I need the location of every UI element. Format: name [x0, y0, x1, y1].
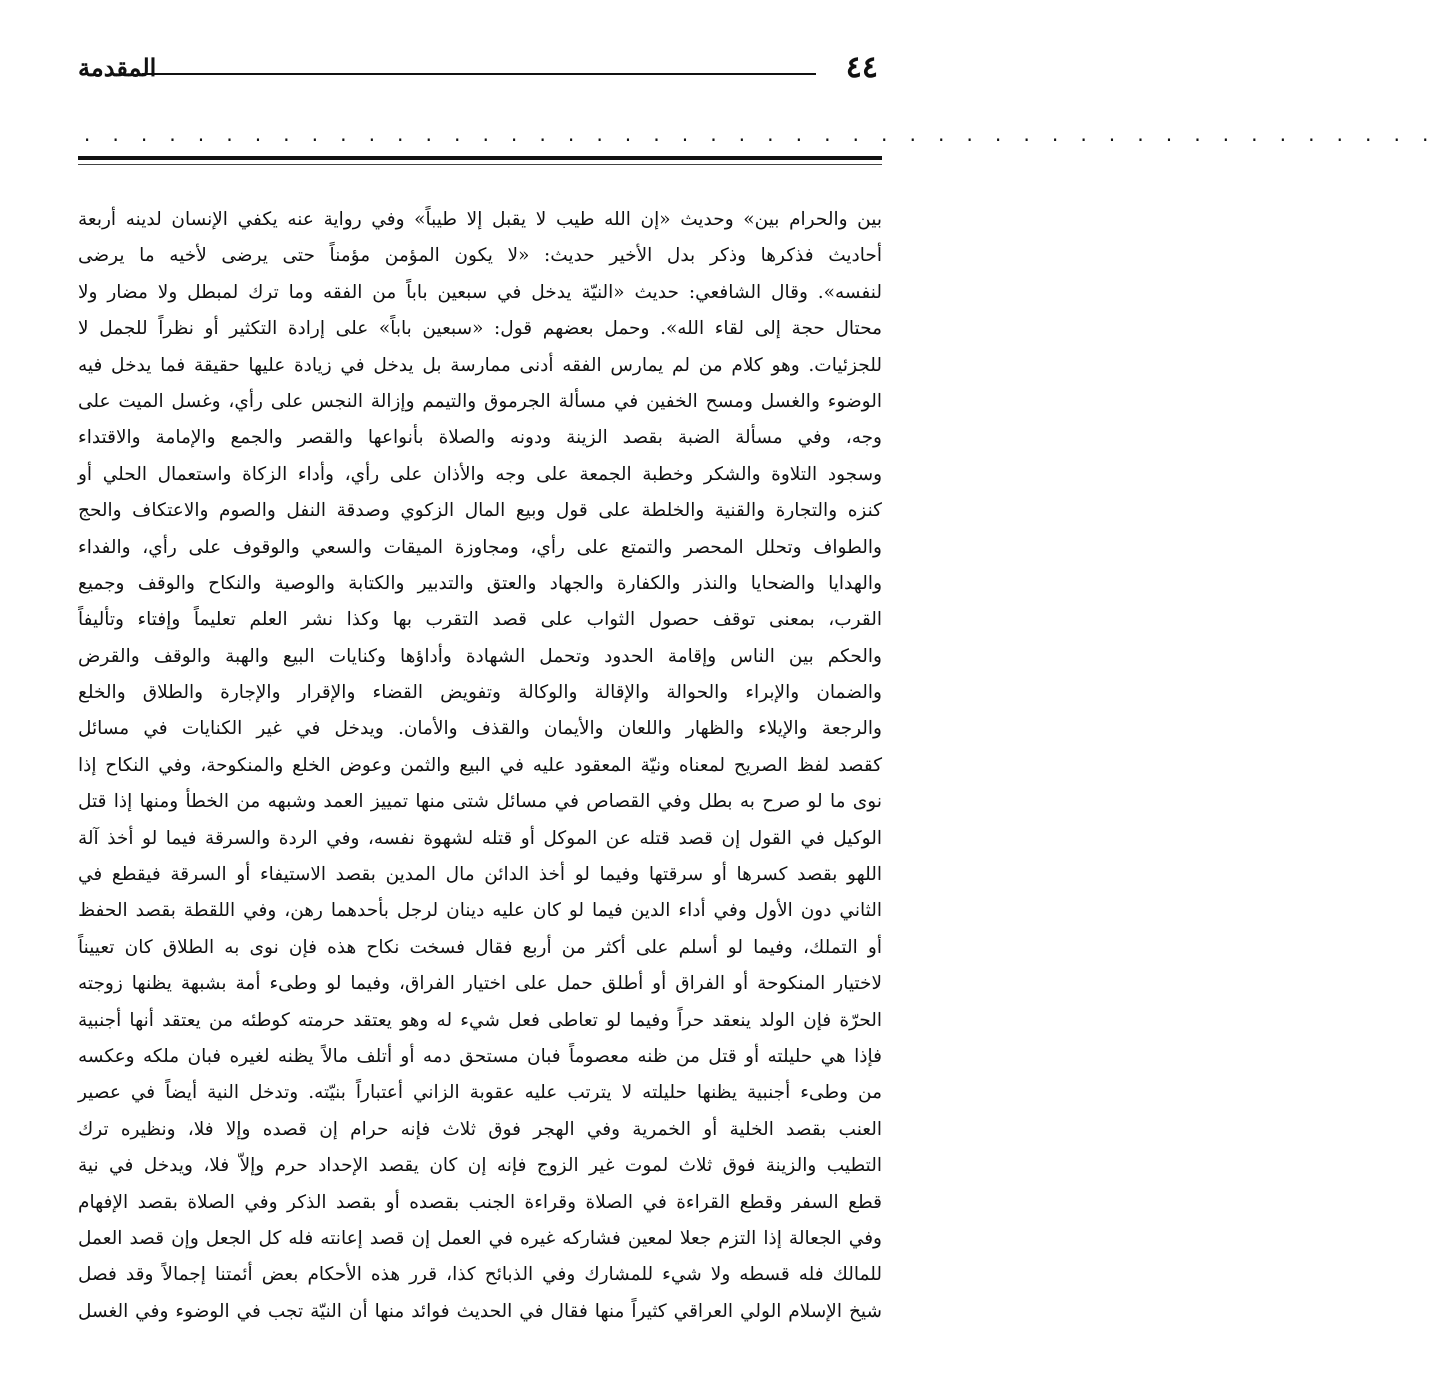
- page-number: ٤٤: [845, 50, 878, 85]
- text-line: وفي الجعالة إذا التزم جعلا لمعين فشاركه غيره في العمل إن قصد إعانته فله كل الجعل وإن قصد العمل: [78, 1227, 882, 1249]
- text-line: نوى ما لو صرح به بطل وفي القصاص في مسائل شتى منها تمييز العمد وشبهه من الخطأ ومنها إذا قتل: [78, 791, 882, 813]
- text-line: والحكم بين الناس وإقامة الحدود وتحمل الشهادة وأداؤها وكنايات البيع والهبة والوقف والقرض: [78, 645, 882, 667]
- text-line: فإذا هي حليلته أو قتل من ظنه معصوماً فبان مستحق دمه أو أتلف مالاً يظنه لغيره فبان ملكه وعكسه: [78, 1045, 882, 1067]
- text-line: والضمان والإبراء والحوالة والإقالة والوكالة وتفويض القضاء والإقرار والإجارة والطلاق والخلع: [78, 682, 882, 704]
- text-line: اللهو بقصد كسرها أو سرقتها وفيما لو أخذ الدائن مال المدين بقصد الاستيفاء أو السرقة فيقطع في: [78, 864, 882, 886]
- text-line: للجزئيات. وهو كلام من لم يمارس الفقه أدنى ممارسة بل يدخل في زيادة عليها حقيقة فما يدخل فيه: [78, 354, 882, 376]
- section-title: المقدمة: [78, 53, 157, 82]
- text-line: الوضوء والغسل ومسح الخفين في مسألة الجرموق والتيمم وإزالة النجس على رأي، وغسل الميت على: [78, 390, 882, 412]
- text-line: أحاديث فذكرها وذكر بدل الأخير حديث: «لا يكون المؤمن مؤمناً حتى يرضى لأخيه ما يرضى: [78, 245, 882, 267]
- text-line: الوكيل في القول إن قصد قتله عن الموكل أو قتله لشهوة نفسه، وفي الردة والسرقة فيما لو أخذ آلة: [78, 827, 882, 849]
- text-line: وجه، وفي مسألة الضبة بقصد الزينة ودونه والصلاة بأنواعها والقصر والجمع والإمامة والاقتداء: [78, 427, 882, 449]
- text-line: القرب، بمعنى توقف حصول الثواب على قصد التقرب بها وكذا نشر العلم تعليماً وإفتاء وتأليفاً: [78, 609, 882, 631]
- text-line: بين والحرام بين» وحديث «إن الله طيب لا يقبل إلا طيباً» وفي رواية عنه يكفي الإنسان لدينه أربعة: [78, 209, 882, 230]
- text-line: من وطىء أجنبية يظنها حليلته لا يترتب عليه عقوبة الزاني أعتباراً بنيّته. وتدخل النية أيضاً في عصير: [78, 1082, 882, 1104]
- dotted-separator: . . . . . . . . . . . . . . . . . . . . . . . . . . . . . . . . . . . . . . . . . . . . . . . .: [82, 126, 1434, 146]
- text-line: الحرّة فإن الولد ينعقد حراً وفيما لو تعاطى فعل شيء له وهو يعتقد حرمته كوطئه من يعتقد أنها أجنبية: [78, 1009, 882, 1031]
- text-line: العنب بقصد الخلية أو الخمرية وفي الهجر فوق ثلاث فإنه حرام إن قصده وإلا فلا، ونظيره ترك: [78, 1118, 882, 1140]
- text-line: كنزه والتجارة والقنية والخلطة على قول وبيع المال الزكوي وصدقة النفل والصوم والاعتكاف والحج: [78, 500, 882, 522]
- text-line: قطع السفر وقطع القراءة في الصلاة وقراءة الجنب بقصده أو بقصد الذكر وفي الصلاة بقصد الإفهام: [78, 1191, 882, 1213]
- header-divider-rule: [78, 156, 882, 160]
- text-line: للمالك فله قسطه ولا شيء للمشارك وفي الذبائح كذا، قرر هذه الأحكام بعض أئمتنا إجمالاً وقد فصل: [78, 1264, 882, 1286]
- text-line: والطواف وتحلل المحصر والتمتع على رأي، ومجاوزة الميقات والسعي والوقوف على رأي، والفداء: [78, 536, 882, 558]
- text-line: شيخ الإسلام الولي العراقي كثيراً منها فقال في الحديث فوائد منها أن النيّة تجب في الوضوء وفي الغسل: [78, 1300, 882, 1322]
- text-line: أو التملك، وفيما لو أسلم على أكثر من أربع فقال فسخت نكاح هذه فإن نوى به الطلاق كان تعييناً: [78, 936, 882, 958]
- page-header: [78, 48, 878, 88]
- text-line: لنفسه». وقال الشافعي: حديث «النيّة يدخل في سبعين باباً من الفقه وما ترك لمبطل ولا مضار ولا: [78, 281, 882, 303]
- body-text: [78, 202, 882, 1330]
- text-line: كقصد لفظ الصريح لمعناه ونيّة المعقود عليه في البيع والثمن وعوض الخلع والمنكوحة، وفي النكاح إذا: [78, 754, 882, 776]
- text-line: محتال حجة إلى لقاء الله». وحمل بعضهم قول: «سبعين باباً» على إرادة التكثير أو نظراً للجمل لا: [78, 318, 882, 340]
- text-line: والرجعة والإيلاء والظهار واللعان والأيمان والقذف والأمان. ويدخل في غير الكنايات في مسائل: [78, 718, 882, 740]
- text-line: التطيب والزينة فوق ثلاث لموت غير الزوج فإنه إن كان يقصد الإحداد حرم وإلاّ فلا، ويدخل في نية: [78, 1155, 882, 1177]
- text-line: وسجود التلاوة والشكر وخطبة الجمعة على وجه والأذان على رأي، وأداء الزكاة واستعمال الحلي أو: [78, 463, 882, 485]
- header-rule: [142, 73, 816, 75]
- text-line: لاختيار المنكوحة أو الفراق أو أطلق حمل على اختيار الفراق، وفيما لو وطىء أمة بشبهة يظنها زوجته: [78, 973, 882, 995]
- text-line: الثاني دون الأول وفي أداء الدين فيما لو كان عليه دينان لرجل بأحدهما رهن، وفي اللقطة بقصد الحفظ: [78, 900, 882, 922]
- text-line: والهدايا والضحايا والنذر والكفارة والجهاد والعتق والتدبير والكتابة والوصية والنكاح والوقف وجميع: [78, 572, 882, 594]
